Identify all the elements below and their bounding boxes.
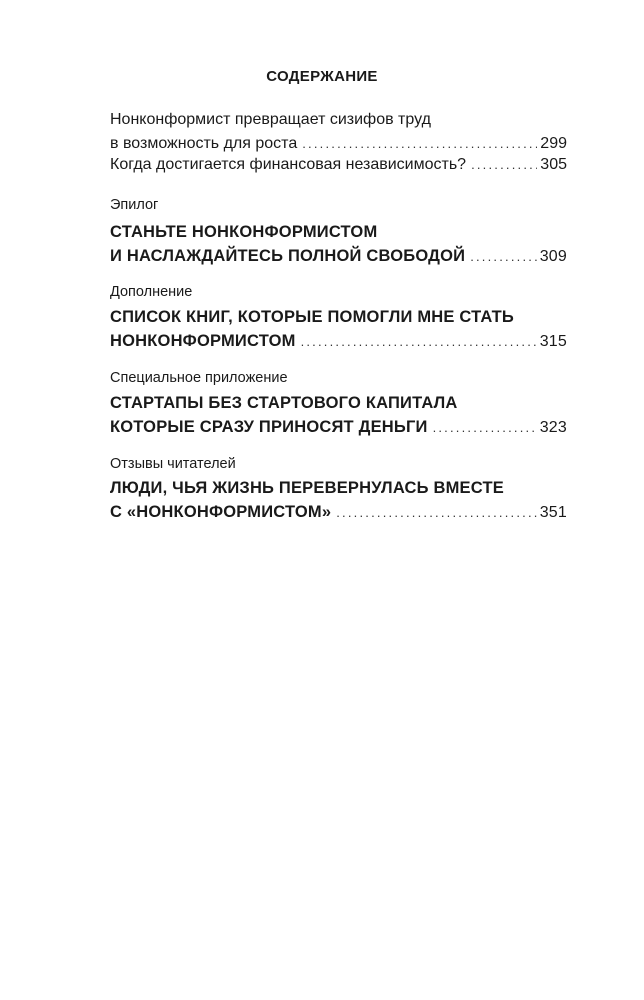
dot-leader: [301, 330, 537, 354]
toc-entry: [110, 476, 567, 525]
dot-leader: [471, 153, 537, 177]
toc-entry-leader-line: [110, 329, 567, 354]
page-number: 323: [539, 419, 567, 436]
section-label: Дополнение: [110, 284, 193, 300]
page-number: 299: [540, 135, 567, 152]
dot-leader: [336, 501, 537, 525]
section-label: Отзывы читателей: [110, 456, 236, 472]
dot-leader: [433, 416, 537, 440]
page-number: 315: [539, 333, 567, 350]
toc-entry: [110, 305, 567, 354]
page-number: 309: [539, 248, 567, 265]
toc-entry: [110, 391, 567, 440]
toc-entry-leader-line: [110, 244, 567, 269]
toc-entry-line: СТАРТАПЫ БЕЗ СТАРТОВОГО КАПИТАЛА: [110, 394, 458, 412]
toc-entry-line: И НАСЛАЖДАЙТЕСЬ ПОЛНОЙ СВОБОДОЙ: [110, 247, 466, 265]
page-number: 305: [540, 156, 567, 173]
toc-entry: [110, 108, 567, 156]
toc-entry-leader-line: [110, 415, 567, 440]
toc-entry-line: СТАНЬТЕ НОНКОНФОРМИСТОМ: [110, 223, 378, 241]
toc-entry-leader-line: [110, 500, 567, 525]
toc-entry-line: НОНКОНФОРМИСТОМ: [110, 332, 296, 350]
section-label: Специальное приложение: [110, 370, 288, 386]
toc-entry-line: КОТОРЫЕ СРАЗУ ПРИНОСЯТ ДЕНЬГИ: [110, 418, 428, 436]
toc-entry-line: Нонконформист превращает сизифов труд: [110, 111, 431, 128]
toc-entry-line: ЛЮДИ, ЧЬЯ ЖИЗНЬ ПЕРЕВЕРНУЛАСЬ ВМЕСТЕ: [110, 479, 504, 497]
toc-title: СОДЕРЖАНИЕ: [266, 68, 378, 85]
toc-entry-line: в возможность для роста: [110, 135, 298, 152]
toc-entry-leader-line: [110, 153, 567, 177]
toc-entry-line: СПИСОК КНИГ, КОТОРЫЕ ПОМОГЛИ МНЕ СТАТЬ: [110, 308, 514, 326]
toc-entry: [110, 153, 567, 177]
toc-entry: [110, 220, 567, 269]
dot-leader: [470, 245, 537, 269]
toc-entry-line: С «НОНКОНФОРМИСТОМ»: [110, 503, 332, 521]
section-label: Эпилог: [110, 197, 159, 213]
page-number: 351: [539, 504, 567, 521]
toc-entry-line: Когда достигается финансовая независимость?: [110, 156, 467, 173]
